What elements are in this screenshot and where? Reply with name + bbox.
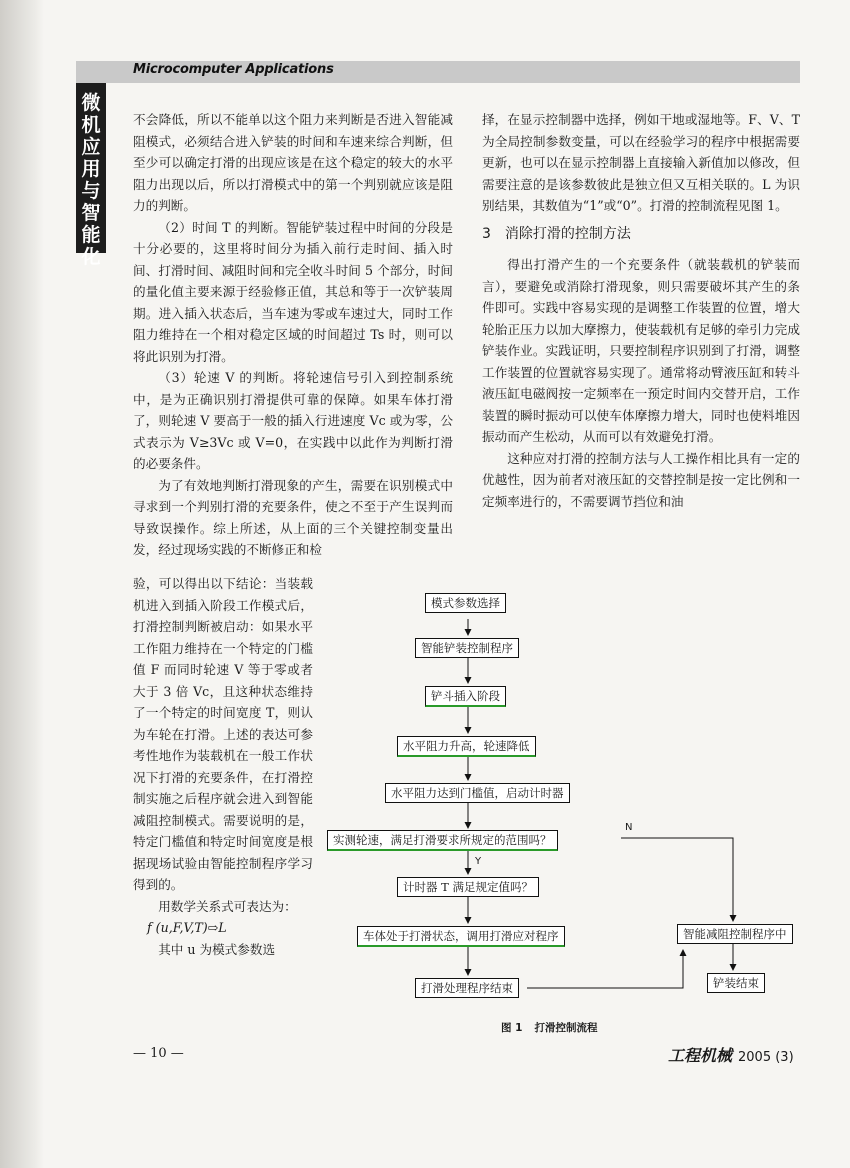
section-title: 3 消除打滑的控制方法 bbox=[482, 225, 631, 242]
paragraph: （2）时间 T 的判断。智能铲装过程中时间的分段是十分必要的，这里将时间分为插入前行走时间、插入时间、打滑时间、减阻时间和完全收斗时间 5 个部分，时间的量化值主要来源于经验修正值，其总和等于一次铲装周期。进入插入状态后，当车速为零或车速过大，同时工作阻力维持在一个相对稳定区域的时间超过 Ts 时，则可以将此识别为打滑。 bbox=[133, 219, 453, 364]
formula: f (u,F,V,T)⇨L bbox=[147, 920, 227, 935]
flow-box-drag-reduction: 智能减阻控制程序中 bbox=[677, 924, 793, 944]
flow-box-mode-select: 模式参数选择 bbox=[425, 593, 506, 613]
flow-box-insert-stage: 铲斗插入阶段 bbox=[425, 686, 506, 707]
branch-label-no: N bbox=[625, 822, 633, 833]
branch-label-yes: Y bbox=[475, 856, 482, 867]
paragraph: 验，可以得出以下结论：当装载机进入到插入阶段工作模式后，打滑控制判断被启动：如果水平工作阻力维持在一个特定的门槛值 F 而同时轮速 V 等于零或者大于 3 倍 Vc，且这种状态维持了一个特定的时间宽度 T，则认为车轮在打滑。上述的表达可参考性地作为装载机在一般工作状况下打滑的充要条件，在打滑控制实施之后程序就会进入到智能减阻控制模式。需要说明的是，特定门槛值和特定时间宽度是根据现场试验由智能控制程序学习得到的。 bbox=[133, 576, 313, 892]
flow-box-check-timer: 计时器 T 满足规定值吗？ bbox=[397, 877, 539, 897]
flow-box-shovel-end: 铲装结束 bbox=[707, 973, 765, 993]
left-column bbox=[133, 109, 453, 561]
paragraph: 得出打滑产生的一个充要条件（就装载机的铲装而言），要避免或消除打滑现象，则只需要破坏其产生的条件即可。实践中容易实现的是调整工作装置的位置，增大轮胎正压力以加大摩擦力，使装载机有足够的牵引力完成铲装作业。实践证明，只要控制程序识别到了打滑，调整工作装置的位置就容易实现了。通常将动臂液压缸和转斗液压缸电磁阀按一定频率在一预定时间内交替开启，工作装置的瞬时振动可以使车体摩擦力增大，同时也使料堆因振动而产生松动，从而可以有效避免打滑。 bbox=[482, 257, 800, 444]
paragraph: 不会降低，所以不能单以这个阻力来判断是否进入智能减阻模式，必须结合进入铲装的时间和车速来综合判断，但至少可以确定打滑的出现应该是在这个稳定的较大的水平阻力出现以后，所以打滑模式中的第一个判别就应该是阻力的判断。 bbox=[133, 112, 453, 213]
arrow bbox=[527, 950, 683, 988]
journal-name: Microcomputer Applications bbox=[133, 62, 334, 77]
paragraph: 择，在显示控制器中选择，例如干地或湿地等。F、V、T 为全局控制参数变量，可以在经验学习的程序中根据需要更新，也可以在显示控制器上直接输入新值加以修改，但需要注意的是该参数彼此是独立但又互相关联的。L 为识别结果，其数值为“1”或“0”。打滑的控制流程见图 1。 bbox=[482, 112, 800, 213]
right-column bbox=[482, 109, 800, 512]
side-label: 微机应用与智能化 bbox=[81, 92, 101, 268]
left-column-narrow bbox=[133, 573, 313, 960]
flow-box-slip-handler: 车体处于打滑状态，调用打滑应对程序 bbox=[357, 926, 565, 947]
paragraph: 其中 u 为模式参数选 bbox=[158, 941, 276, 957]
issue: 2005 (3) bbox=[738, 1050, 794, 1065]
footer-journal bbox=[668, 1043, 794, 1066]
flowchart bbox=[315, 590, 815, 1010]
paragraph: 为了有效地判断打滑现象的产生，需要在识别模式中寻求到一个判别打滑的充要条件，使之不至于产生误判而导致误操作。综上所述，从上面的三个关键控制变量出发，经过现场实践的不断修正和检 bbox=[133, 477, 453, 557]
figure-caption bbox=[501, 1020, 609, 1035]
paragraph: （3）轮速 V 的判断。将轮速信号引入到控制系统中，是为正确识别打滑提供可靠的保障。如果车体打滑了，则轮速 V 要高于一般的插入行进速度 Vc 或为零，公式表示为 V≥3Vc 或 V=0，在实践中以此作为判断打滑的必要条件。 bbox=[133, 370, 453, 471]
flow-box-check-speed: 实测轮速，满足打滑要求所规定的范围吗？ bbox=[327, 830, 558, 851]
figure-title: 打滑控制流程 bbox=[534, 1022, 598, 1034]
page-number: — 10 — bbox=[133, 1046, 184, 1061]
page-gutter bbox=[0, 0, 44, 1168]
arrow-no-branch bbox=[621, 838, 733, 921]
figure-number: 图 1 bbox=[501, 1022, 523, 1034]
journal-cn: 工程机械 bbox=[668, 1046, 733, 1065]
flow-box-resistance-rise: 水平阻力升高，轮速降低 bbox=[397, 736, 536, 757]
paragraph: 用数学关系式可表达为： bbox=[158, 898, 297, 914]
flow-box-start-timer: 水平阻力达到门槛值，启动计时器 bbox=[385, 783, 570, 803]
paragraph: 这种应对打滑的控制方法与人工操作相比具有一定的优越性，因为前者对液压缸的交替控制是按一定比例和一定频率进行的，不需要调节挡位和油 bbox=[482, 450, 800, 509]
flow-box-control-program: 智能铲装控制程序 bbox=[415, 638, 519, 658]
flow-box-handler-end: 打滑处理程序结束 bbox=[415, 978, 519, 998]
